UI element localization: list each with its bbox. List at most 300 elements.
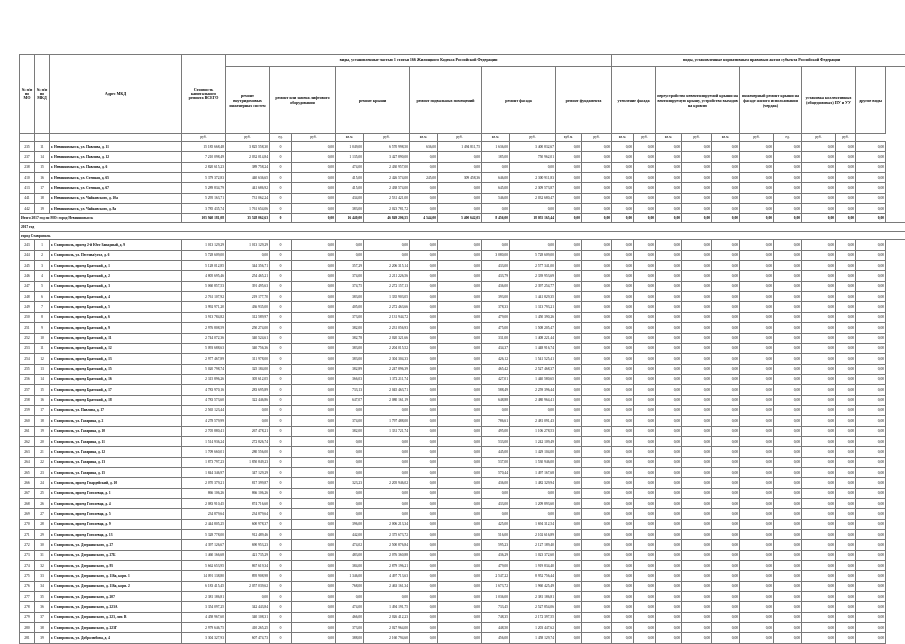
table-cell-zero: 0,00	[802, 152, 836, 162]
row-basement-area: 0,00	[410, 478, 438, 488]
table-cell-zero: 0,00	[774, 204, 802, 214]
row-number-mkd: 32	[35, 561, 50, 571]
table-cell-zero: 0,00	[712, 416, 740, 426]
table-cell-zero: 0,00	[682, 281, 712, 291]
row-facade: 2 481 091,43	[510, 416, 556, 426]
table-cell-zero: 0,00	[582, 530, 612, 540]
table-cell-zero: 0,00	[634, 509, 656, 519]
table-cell-zero: 0,00	[556, 214, 582, 223]
table-cell-zero: 0,00	[856, 333, 886, 343]
table-cell-zero: 0,00	[656, 343, 682, 353]
row-facade-area: 0,00	[482, 162, 510, 172]
table-cell-zero: 0,00	[802, 530, 836, 540]
row-address: г. Ставрополь, проезд Братский, д. 9	[50, 323, 182, 333]
table-cell-zero: 0,00	[682, 354, 712, 364]
table-cell-zero: 0,00	[856, 271, 886, 281]
row-roof-area: 383,00	[336, 204, 364, 214]
row-lift: 0,00	[292, 540, 336, 550]
row-number: 410	[20, 173, 35, 183]
table-cell-zero: 0,00	[556, 142, 582, 152]
row-address: г. Ставрополь, проезд Гоголевца, д. 5	[50, 509, 182, 519]
table-cell-zero: 0,00	[612, 405, 634, 415]
table-cell-zero: 0,00	[556, 530, 582, 540]
row-basement-area: 0,00	[410, 602, 438, 612]
row-number: 251	[20, 323, 35, 333]
table-cell-zero: 0,00	[740, 540, 774, 550]
row-address: г. Ставрополь, ул. Гагарина, д. 12	[50, 447, 182, 457]
row-cost: 5 289 834,79	[182, 183, 226, 193]
table-cell-zero: 0,00	[740, 602, 774, 612]
row-number: 267	[20, 488, 35, 498]
row-roof: 2 430 957,00	[364, 162, 410, 172]
row-basement-area: 0,00	[410, 499, 438, 509]
row-roof-area: 0,00	[336, 499, 364, 509]
row-number: 270	[20, 519, 35, 529]
row-address: г. Ставрополь, проезд Гоголевца, д. 13	[50, 530, 182, 540]
row-facade: 1 497 167,68	[510, 467, 556, 477]
row-cost: 4 397 126,67	[182, 540, 226, 550]
row-roof: 2 426 574,00	[364, 173, 410, 183]
table-cell-zero: 0,00	[612, 292, 634, 302]
table-row	[20, 374, 905, 384]
table-cell-zero: 0,00	[802, 271, 836, 281]
row-roof-area: 373,00	[336, 623, 364, 633]
table-row	[20, 162, 905, 172]
table-row	[20, 561, 905, 571]
row-facade-area: 0,00	[482, 204, 510, 214]
total-label: Итого 2017 год по МО: город Невинномысск	[20, 214, 182, 223]
row-roof-area: 383,00	[336, 354, 364, 364]
row-lift: 0,00	[292, 271, 336, 281]
row-roof: 1 335 903,05	[364, 292, 410, 302]
row-roof: 2 076 360,88	[364, 550, 410, 560]
table-cell-zero: 0,00	[582, 488, 612, 498]
row-systems: 0,00	[226, 405, 270, 415]
row-facade: 0,00	[510, 488, 556, 498]
row-facade: 3 400 832,67	[510, 142, 556, 152]
row-lift: 0,00	[292, 395, 336, 405]
row-number-mkd: 21	[35, 447, 50, 457]
row-lift-units: 0	[270, 623, 292, 633]
row-basement-area: 0,00	[410, 312, 438, 322]
table-cell-zero: 0,00	[802, 581, 836, 591]
table-cell-zero: 0,00	[612, 312, 634, 322]
table-cell-zero: 0,00	[612, 240, 634, 250]
row-basement-area: 0,00	[410, 395, 438, 405]
table-cell-zero: 0,00	[612, 343, 634, 353]
table-cell-zero: 0,00	[774, 571, 802, 581]
city-row	[20, 231, 905, 240]
table-cell-zero: 0,00	[556, 261, 582, 271]
row-lift-units: 0	[270, 530, 292, 540]
table-cell-zero: 0,00	[712, 540, 740, 550]
table-cell-zero: 0,00	[682, 612, 712, 622]
table-cell-zero: 0,00	[740, 204, 774, 214]
table-cell-zero: 0,00	[582, 261, 612, 271]
table-cell-zero: 0,00	[856, 540, 886, 550]
table-cell-zero: 0,00	[612, 457, 634, 467]
row-address: г. Ставрополь, ул. Павлова, д. 17	[50, 405, 182, 415]
row-basement: 0,00	[438, 271, 482, 281]
row-lift-units: 0	[270, 550, 292, 560]
table-cell-zero: 0,00	[634, 302, 656, 312]
row-facade: 1 919 834,40	[510, 561, 556, 571]
row-cost: 3 304 327,93	[182, 633, 226, 643]
table-cell-zero: 0,00	[612, 519, 634, 529]
table-cell-zero: 0,00	[582, 142, 612, 152]
table-cell-zero: 0,00	[836, 374, 856, 384]
row-number-mkd: 36	[35, 602, 50, 612]
table-cell-zero: 0,00	[836, 447, 856, 457]
row-roof-area: 405,00	[336, 302, 364, 312]
table-cell-zero: 0,00	[656, 374, 682, 384]
table-cell-zero: 0,00	[656, 183, 682, 193]
table-cell-zero: 0,00	[556, 162, 582, 172]
row-lift: 0,00	[292, 592, 336, 602]
table-cell-zero: 0,00	[634, 343, 656, 353]
row-facade-area: 546,00	[482, 193, 510, 203]
row-number: 243	[20, 240, 35, 250]
table-cell-zero: 0,00	[774, 540, 802, 550]
table-cell-zero: 0,00	[712, 173, 740, 183]
row-roof-area: 374,75	[336, 281, 364, 291]
table-cell-zero: 0,00	[712, 550, 740, 560]
table-body	[20, 142, 905, 644]
row-lift-units: 0	[270, 312, 292, 322]
table-cell-zero: 0,00	[682, 509, 712, 519]
row-number-mkd: 24	[35, 478, 50, 488]
table-cell-zero: 0,00	[556, 602, 582, 612]
table-cell-zero: 0,00	[774, 416, 802, 426]
row-cost: 866 106,26	[182, 488, 226, 498]
table-cell-zero: 0,00	[774, 530, 802, 540]
table-cell-zero: 0,00	[612, 592, 634, 602]
row-number-mkd: 16	[35, 173, 50, 183]
row-basement-area: 0,00	[410, 405, 438, 415]
row-facade-area: 0,00	[482, 240, 510, 250]
unit-cell: руб.	[802, 134, 836, 142]
row-address: г. Невинномысск, ул. Чайковского, д. 8а	[50, 204, 182, 214]
table-cell-zero: 0,00	[634, 519, 656, 529]
row-basement: 0,00	[438, 312, 482, 322]
table-cell-zero: 0,00	[634, 364, 656, 374]
total-systems: 35 528 062,63	[226, 214, 270, 223]
table-cell-zero: 0,00	[656, 612, 682, 622]
row-lift: 0,00	[292, 612, 336, 622]
row-cost: 5 728 609,00	[182, 250, 226, 260]
table-cell-zero: 0,00	[774, 602, 802, 612]
table-cell-zero: 0,00	[612, 214, 634, 223]
table-cell-zero: 0,00	[712, 571, 740, 581]
table-cell-zero: 0,00	[582, 281, 612, 291]
row-systems: 1 013 129,29	[226, 240, 270, 250]
row-facade-area: 3 080,00	[482, 250, 510, 260]
table-cell-zero: 0,00	[712, 312, 740, 322]
row-systems: 342 443,84	[226, 602, 270, 612]
table-cell-zero: 0,00	[836, 385, 856, 395]
table-cell-zero: 0,00	[740, 488, 774, 498]
table-cell-zero: 0,00	[634, 271, 656, 281]
table-cell-zero: 0,00	[682, 271, 712, 281]
row-lift-units: 0	[270, 292, 292, 302]
table-cell-zero: 0,00	[836, 519, 856, 529]
row-basement-area: 0,00	[410, 323, 438, 333]
row-lift: 0,00	[292, 623, 336, 633]
row-number: 281	[20, 633, 35, 643]
row-basement: 0,00	[438, 292, 482, 302]
table-cell-zero: 0,00	[582, 374, 612, 384]
table-cell-zero: 0,00	[712, 183, 740, 193]
table-cell-zero: 0,00	[582, 581, 612, 591]
row-facade: 1 694 312,54	[510, 519, 556, 529]
row-facade-area: 495,00	[482, 426, 510, 436]
row-number: 278	[20, 602, 35, 612]
row-facade-area: 0,00	[482, 405, 510, 415]
table-cell-zero: 0,00	[556, 152, 582, 162]
table-cell-zero: 0,00	[712, 447, 740, 457]
table-cell-zero: 0,00	[634, 162, 656, 172]
table-cell-zero: 0,00	[612, 385, 634, 395]
table-cell-zero: 0,00	[656, 416, 682, 426]
table-cell-zero: 0,00	[634, 173, 656, 183]
row-number: 277	[20, 592, 35, 602]
row-basement-area: 0,00	[410, 581, 438, 591]
row-roof: 2 045 463,71	[364, 385, 410, 395]
row-lift: 0,00	[292, 550, 336, 560]
row-cost: 2 705 880,41	[182, 426, 226, 436]
table-cell-zero: 0,00	[740, 162, 774, 172]
row-facade: 2 577 341,00	[510, 261, 556, 271]
row-roof: 0,00	[364, 509, 410, 519]
row-cost: 1 844 346,97	[182, 467, 226, 477]
table-cell-zero: 0,00	[582, 550, 612, 560]
table-cell-zero: 0,00	[656, 354, 682, 364]
table-cell-zero: 0,00	[582, 193, 612, 203]
row-facade-area: 433,00	[482, 499, 510, 509]
table-cell-zero: 0,00	[556, 183, 582, 193]
table-cell-zero: 0,00	[774, 467, 802, 477]
col-header-facade: ремонт фасада	[482, 67, 556, 134]
total-cost: 105 940 181,08	[182, 214, 226, 223]
col-header-roof: ремонт крыши	[336, 67, 410, 134]
table-cell-zero: 0,00	[656, 240, 682, 250]
row-address: г. Ставрополь, проезд Братский, д. 2	[50, 271, 182, 281]
row-basement: 0,00	[438, 530, 482, 540]
table-cell-zero: 0,00	[774, 592, 802, 602]
table-cell-zero: 0,00	[656, 395, 682, 405]
table-cell-zero: 0,00	[836, 602, 856, 612]
row-roof: 2 080 161,19	[364, 395, 410, 405]
table-cell-zero: 0,00	[634, 214, 656, 223]
table-cell-zero: 0,00	[712, 385, 740, 395]
table-cell-zero: 0,00	[774, 509, 802, 519]
row-roof-area: 0,00	[336, 240, 364, 250]
total-facade: 18 055 165,44	[510, 214, 556, 223]
row-lift-units: 0	[270, 204, 292, 214]
row-lift-units: 0	[270, 405, 292, 415]
row-facade-area: 646,00	[482, 173, 510, 183]
row-cost: 5 093 688,63	[182, 343, 226, 353]
row-cost: 4 458 967,60	[182, 612, 226, 622]
table-cell-zero: 0,00	[682, 530, 712, 540]
table-cell-zero: 0,00	[802, 592, 836, 602]
table-cell-zero: 0,00	[712, 162, 740, 172]
table-cell-zero: 0,00	[556, 302, 582, 312]
table-cell-zero: 0,00	[836, 354, 856, 364]
table-cell-zero: 0,00	[582, 292, 612, 302]
row-facade-area: 434,37	[482, 343, 510, 353]
row-roof-area: 396,00	[336, 519, 364, 529]
row-roof-area: 374,00	[336, 271, 364, 281]
table-cell-zero: 0,00	[582, 436, 612, 446]
year-row	[20, 223, 905, 232]
row-roof-area: 0,00	[336, 405, 364, 415]
total-lift: 0,00	[292, 214, 336, 223]
row-address: г. Невинномысск, ул. Чайковского, д. 10а	[50, 193, 182, 203]
row-facade: 5 728 609,00	[510, 250, 556, 260]
table-cell-zero: 0,00	[836, 561, 856, 571]
row-basement-area: 0,00	[410, 447, 438, 457]
table-cell-zero: 0,00	[802, 354, 836, 364]
row-facade: 8 952 756,44	[510, 571, 556, 581]
row-facade: 1 408 221,44	[510, 333, 556, 343]
table-cell-zero: 0,00	[634, 478, 656, 488]
table-cell-zero: 0,00	[856, 499, 886, 509]
col-header-basement: ремонт подвальных помещений	[410, 67, 482, 134]
row-facade: 0,00	[510, 240, 556, 250]
table-cell-zero: 0,00	[712, 488, 740, 498]
row-roof-area: 647,07	[336, 395, 364, 405]
row-roof: 0,00	[364, 499, 410, 509]
col-header-insulation: утепление фасада	[612, 67, 656, 134]
table-cell-zero: 0,00	[556, 571, 582, 581]
table-cell-zero: 0,00	[556, 374, 582, 384]
table-cell-zero: 0,00	[774, 499, 802, 509]
table-cell-zero: 0,00	[740, 592, 774, 602]
row-number-mkd: 3	[35, 261, 50, 271]
row-number-mkd: 13	[35, 364, 50, 374]
row-systems: 0,00	[226, 592, 270, 602]
col-header-roof-ext: переустройство невентилируемой крыши на вентилируемую крышу, устройство выходов на кровлю	[656, 67, 740, 134]
table-cell-zero: 0,00	[836, 261, 856, 271]
table-cell-zero: 0,00	[582, 602, 612, 612]
table-cell-zero: 0,00	[836, 633, 856, 643]
table-cell-zero: 0,00	[712, 292, 740, 302]
row-address: г. Ставрополь, проезд Братский, д. 13	[50, 354, 182, 364]
table-cell-zero: 0,00	[802, 395, 836, 405]
row-lift-units: 0	[270, 261, 292, 271]
row-systems: 340 108,31	[226, 612, 270, 622]
table-cell-zero: 0,00	[682, 426, 712, 436]
table-cell-zero: 0,00	[774, 142, 802, 152]
table-cell-zero: 0,00	[582, 457, 612, 467]
table-cell-zero: 0,00	[612, 281, 634, 291]
row-cost: 4 278 579,99	[182, 416, 226, 426]
row-basement: 0,00	[438, 281, 482, 291]
row-facade: 2 527 468,37	[510, 364, 556, 374]
row-lift-units: 0	[270, 364, 292, 374]
row-number: 259	[20, 405, 35, 415]
row-number-mkd: 19	[35, 204, 50, 214]
table-cell-zero: 0,00	[856, 183, 886, 193]
table-cell-zero: 0,00	[612, 540, 634, 550]
row-roof-area: 1 135,00	[336, 152, 364, 162]
row-cost: 1 013 129,29	[182, 240, 226, 250]
row-lift-units: 0	[270, 426, 292, 436]
table-cell-zero: 0,00	[682, 499, 712, 509]
row-roof: 3 427 890,00	[364, 152, 410, 162]
row-number: 247	[20, 281, 35, 291]
total-roof-area: 16 440,00	[336, 214, 364, 223]
table-cell-zero: 0,00	[634, 612, 656, 622]
table-cell-zero: 0,00	[634, 416, 656, 426]
row-number: 258	[20, 395, 35, 405]
row-number-mkd: 11	[35, 142, 50, 152]
row-address: г. Ставрополь, ул. Гагарина, д. 13	[50, 457, 182, 467]
table-cell-zero: 0,00	[740, 374, 774, 384]
table-cell-zero: 0,00	[836, 416, 856, 426]
row-lift: 0,00	[292, 250, 336, 260]
row-address: г. Ставрополь, проезд Гоголевца, д. 4	[50, 499, 182, 509]
row-number: 442	[20, 204, 35, 214]
table-row	[20, 612, 905, 622]
row-number-mkd: 15	[35, 162, 50, 172]
table-cell-zero: 0,00	[802, 488, 836, 498]
table-cell-zero: 0,00	[612, 173, 634, 183]
table-cell-zero: 0,00	[740, 405, 774, 415]
row-address: г. Ставрополь, проезд Братский, д. 18	[50, 395, 182, 405]
table-cell-zero: 0,00	[836, 612, 856, 622]
table-cell-zero: 0,00	[836, 530, 856, 540]
table-cell-zero: 0,00	[774, 354, 802, 364]
row-basement-area: 0,00	[410, 183, 438, 193]
table-cell-zero: 0,00	[612, 302, 634, 312]
row-number-mkd: 8	[35, 312, 50, 322]
table-cell-zero: 0,00	[656, 581, 682, 591]
row-lift-units: 0	[270, 271, 292, 281]
table-cell-zero: 0,00	[856, 623, 886, 633]
table-cell-zero: 0,00	[682, 204, 712, 214]
row-basement: 0,00	[438, 561, 482, 571]
row-number: 279	[20, 612, 35, 622]
row-systems: 1 761 654,06	[226, 204, 270, 214]
row-number: 266	[20, 478, 35, 488]
table-cell-zero: 0,00	[712, 323, 740, 333]
table-row	[20, 457, 905, 467]
table-cell-zero: 0,00	[740, 152, 774, 162]
table-cell-zero: 0,00	[682, 436, 712, 446]
row-roof-area: 466,00	[336, 612, 364, 622]
table-cell-zero: 0,00	[712, 261, 740, 271]
row-number-mkd: 12	[35, 354, 50, 364]
row-basement: 0,00	[438, 550, 482, 560]
table-cell-zero: 0,00	[556, 467, 582, 477]
unit-cell: руб.	[682, 134, 712, 142]
row-facade-area: 516,00	[482, 530, 510, 540]
table-cell-zero: 0,00	[740, 457, 774, 467]
table-cell-zero: 0,00	[656, 193, 682, 203]
table-cell-zero: 0,00	[556, 333, 582, 343]
table-cell-zero: 0,00	[682, 488, 712, 498]
row-systems: 436 935,00	[226, 302, 270, 312]
table-cell-zero: 0,00	[836, 592, 856, 602]
table-cell-zero: 0,00	[656, 561, 682, 571]
table-cell-zero: 0,00	[740, 323, 774, 333]
table-cell-zero: 0,00	[582, 612, 612, 622]
table-cell-zero: 0,00	[836, 214, 856, 223]
table-cell-zero: 0,00	[634, 385, 656, 395]
table-cell-zero: 0,00	[802, 540, 836, 550]
